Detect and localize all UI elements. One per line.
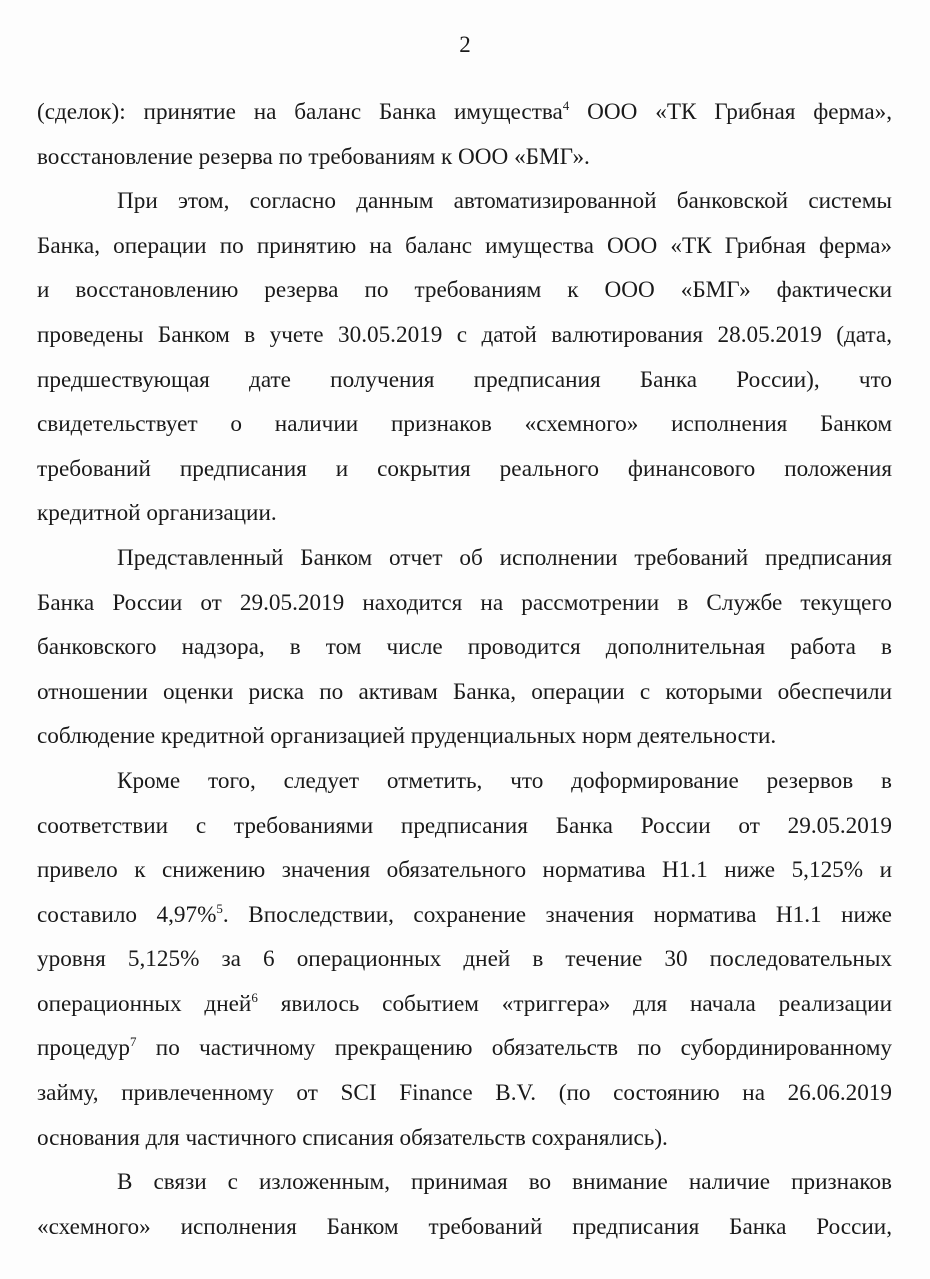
text-line — [37, 1026, 892, 1071]
text-line — [37, 1160, 892, 1205]
text-run: ООО «ТК Грибная ферма», — [569, 99, 893, 125]
footnote-marker: 6 — [251, 989, 258, 1005]
text-line — [37, 313, 892, 358]
text-line — [37, 625, 892, 670]
text-line — [37, 179, 892, 224]
text-run: «схемного» исполнения Банком требований предписания Банка России, — [37, 1213, 892, 1240]
footnote-marker: 5 — [216, 900, 223, 916]
paragraph — [37, 759, 892, 1160]
text-run: уровня 5,125% за 6 операционных дней в течение 30 последовательных — [37, 946, 892, 973]
text-run: займу, привлеченному от SCI Finance B.V. (по состоянию на 26.06.2019 — [37, 1080, 892, 1107]
text-line — [37, 1071, 892, 1116]
text-line — [37, 982, 892, 1027]
text-run: Банка России от 29.05.2019 находится на рассмотрении в Службе текущего — [37, 589, 892, 616]
text-run: и восстановлению резерва по требованиям к ООО «БМГ» фактически — [37, 277, 892, 304]
text-run: (сделок): принятие на баланс Банка имущества — [37, 99, 563, 125]
text-run: явилось событием «триггера» для начала реализации — [257, 990, 892, 1017]
text-line — [37, 581, 892, 626]
text-line — [37, 670, 892, 715]
text-line — [37, 848, 892, 893]
text-run: требований предписания и сокрытия реального финансового положения — [37, 455, 892, 482]
text-line — [37, 804, 892, 849]
text-line — [37, 268, 892, 313]
text-run: свидетельствует о наличии признаков «схемного» исполнения Банком — [37, 411, 892, 438]
text-line — [37, 937, 892, 982]
text-run: восстановление резерва по требованиям к ООО «БМГ». — [37, 143, 590, 170]
text-line — [37, 759, 892, 804]
text-run: . Впоследствии, сохранение значения норматива Н1.1 ниже — [222, 901, 892, 928]
text-run: При этом, согласно данным автоматизированной банковской системы — [117, 188, 892, 215]
paragraph — [37, 90, 892, 179]
text-run: В связи с изложенным, принимая во внимание наличие признаков — [117, 1169, 892, 1196]
text-line — [37, 491, 892, 536]
text-run: предшествующая дате получения предписания Банка России), что — [37, 366, 892, 393]
text-run: отношении оценки риска по активам Банка, операции с которыми обеспечили — [37, 678, 892, 705]
text-line — [37, 714, 892, 759]
paragraph — [37, 179, 892, 536]
text-line — [37, 447, 892, 492]
text-line — [37, 224, 892, 269]
text-run: операционных дней — [37, 990, 252, 1017]
body-text — [37, 90, 892, 1249]
text-line — [37, 1205, 892, 1250]
text-run: соответствии с требованиями предписания Банка России от 29.05.2019 — [37, 812, 892, 839]
text-line — [37, 536, 892, 581]
text-line — [37, 358, 892, 403]
text-run: банковского надзора, в том числе проводится дополнительная работа в — [37, 634, 892, 661]
text-line — [37, 1116, 892, 1161]
paragraph — [37, 536, 892, 759]
text-run: Банка, операции по принятию на баланс имущества ООО «ТК Грибная ферма» — [37, 232, 892, 259]
text-line — [37, 90, 892, 135]
text-run: соблюдение кредитной организацией пруденциальных норм деятельности. — [37, 723, 777, 750]
text-run: процедур — [37, 1035, 130, 1062]
text-line — [37, 402, 892, 447]
paragraph — [37, 1160, 892, 1249]
text-run: Представленный Банком отчет об исполнении требований предписания — [117, 544, 892, 571]
page-number: 2 — [459, 32, 471, 57]
text-line — [37, 893, 892, 938]
text-run: привело к снижению значения обязательного норматива Н1.1 ниже 5,125% и — [37, 857, 892, 884]
text-run: основания для частичного списания обязательств сохранялись). — [37, 1124, 668, 1151]
text-run: Кроме того, следует отметить, что доформирование резервов в — [117, 767, 892, 794]
text-run: проведены Банком в учете 30.05.2019 с датой валютирования 28.05.2019 (дата, — [37, 321, 892, 348]
text-run: по частичному прекращению обязательств по субординированному — [136, 1035, 892, 1062]
footnote-marker: 7 — [129, 1034, 137, 1050]
text-run: кредитной организации. — [37, 500, 277, 527]
text-line — [37, 135, 892, 180]
footnote-marker: 4 — [562, 98, 570, 113]
text-run: составило 4,97% — [37, 901, 217, 928]
